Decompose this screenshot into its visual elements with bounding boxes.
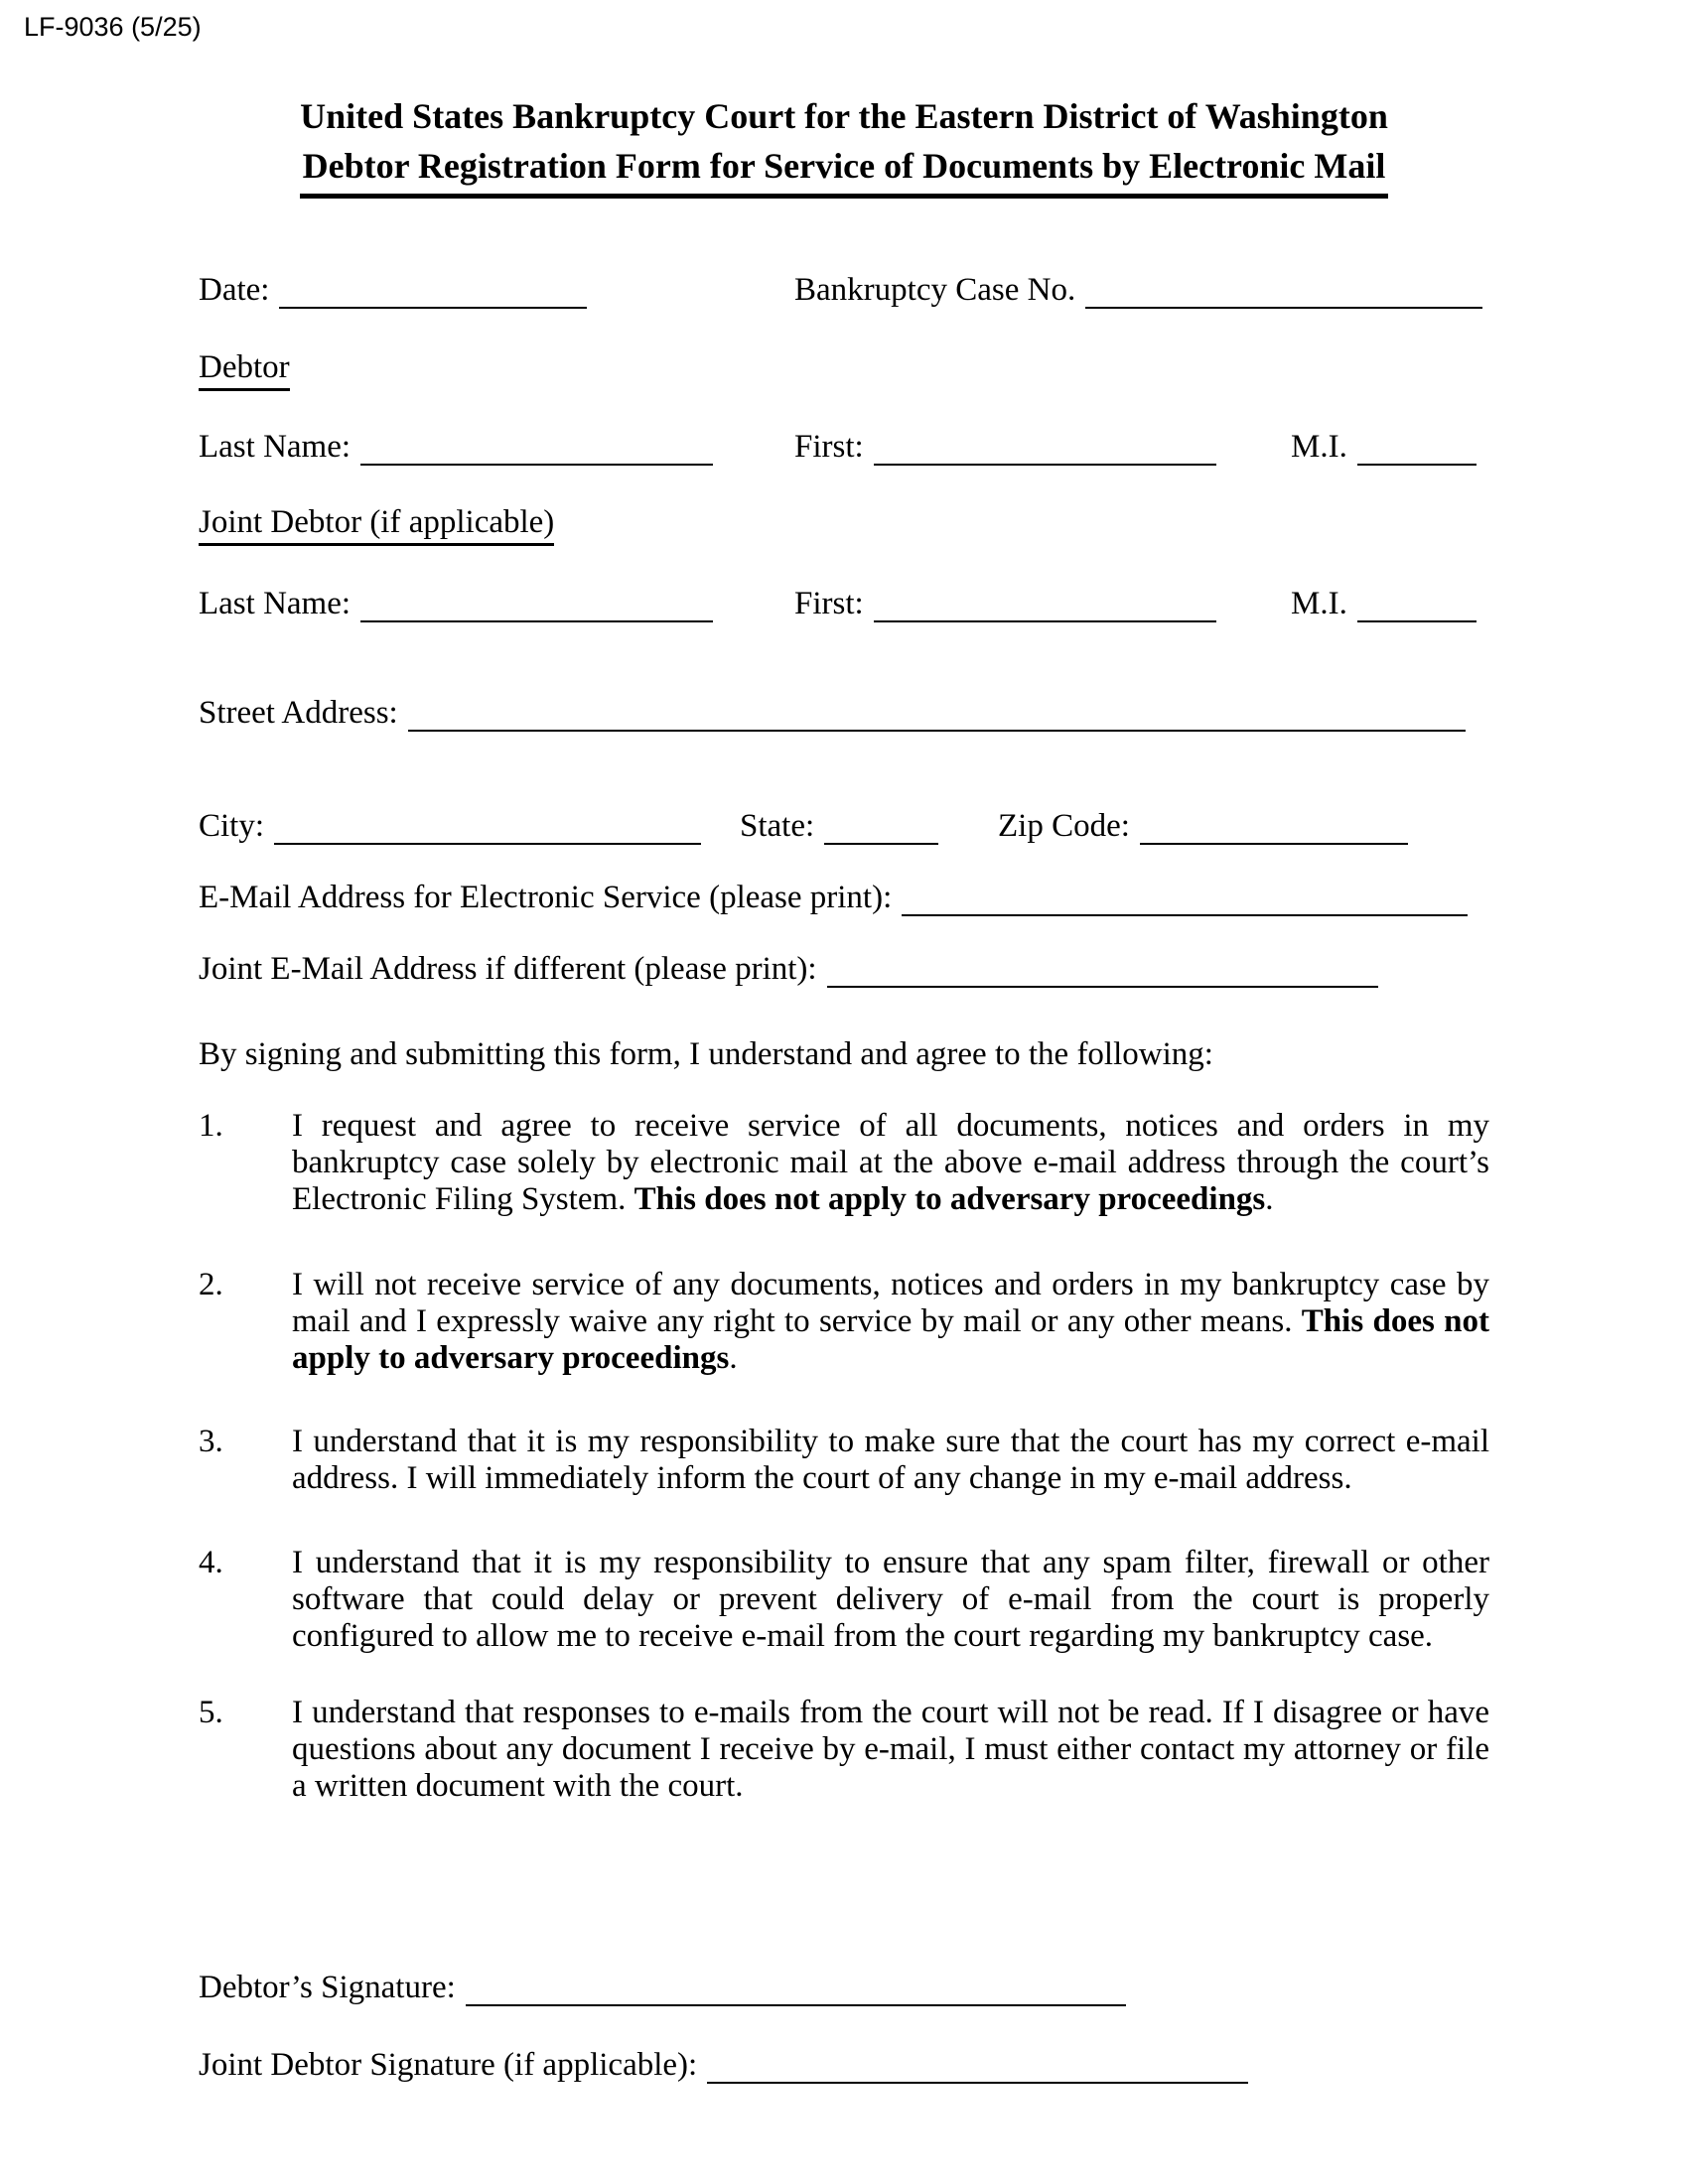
city-label: City:: [199, 808, 265, 844]
last-name-label: Last Name:: [199, 586, 352, 621]
city-input-line[interactable]: [274, 843, 701, 845]
agreement-item-3: [199, 1424, 1489, 1497]
item-text: I request and agree to receive service of all documents, notices and orders in my bankruptcy case solely by electronic mail at the above e-mail address through the court’s Electronic Filing System. This does not apply to adversary proceedings.: [292, 1108, 1489, 1217]
state-field: [740, 806, 938, 846]
date-input-line[interactable]: [279, 307, 587, 309]
item-text: I understand that it is my responsibility to ensure that any spam filter, firewall or other software that could delay or prevent delivery of e-mail from the court is properly configured to allow me to receive e-mail from the court regarding my bankruptcy case.: [292, 1545, 1489, 1654]
last-name-label: Last Name:: [199, 429, 352, 465]
item-number: 3.: [199, 1424, 223, 1459]
joint-email-label: Joint E-Mail Address if different (please print):: [199, 951, 817, 987]
joint-email-field: [199, 949, 1378, 989]
agreement-item-2: [199, 1267, 1489, 1377]
joint-debtor-signature-input-line[interactable]: [707, 2082, 1248, 2084]
email-label: E-Mail Address for Electronic Service (please print):: [199, 880, 893, 915]
street-address-label: Street Address:: [199, 695, 398, 731]
joint-email-input-line[interactable]: [827, 986, 1378, 988]
title-line-1: United States Bankruptcy Court for the Eastern District of Washington: [300, 96, 1388, 136]
joint-mi-field: [1291, 584, 1477, 623]
item-number: 5.: [199, 1695, 223, 1730]
joint-debtor-section-heading: Joint Debtor (if applicable): [199, 504, 554, 546]
joint-debtor-signature-field: [199, 2045, 1248, 2085]
item-number: 1.: [199, 1108, 223, 1144]
title-line-2: Debtor Registration Form for Service of Documents by Electronic Mail: [302, 146, 1386, 186]
zip-field: [998, 806, 1408, 846]
agreement-intro: By signing and submitting this form, I understand and agree to the following:: [199, 1036, 1213, 1072]
email-input-line[interactable]: [902, 914, 1468, 916]
agreement-item-5: [199, 1695, 1489, 1805]
item-text: I will not receive service of any documents, notices and orders in my bankruptcy case by mail and I expressly waive any right to service by mail or any other means. This does not apply to adversary proceedings.: [292, 1267, 1490, 1376]
mi-label: M.I.: [1291, 586, 1347, 621]
item-number: 2.: [199, 1267, 223, 1302]
street-address-field: [199, 693, 1466, 733]
case-number-label: Bankruptcy Case No.: [794, 272, 1076, 308]
case-number-field: [794, 270, 1482, 310]
item-text: I understand that it is my responsibility to make sure that the court has my correct e-mail address. I will immediately inform the court of any change in my e-mail address.: [292, 1424, 1489, 1496]
debtor-mi-field: [1291, 427, 1477, 467]
debtor-signature-label: Debtor’s Signature:: [199, 1970, 456, 2005]
first-name-label: First:: [794, 586, 864, 621]
item-number: 4.: [199, 1545, 223, 1580]
title-block: [300, 91, 1388, 199]
debtor-last-name-field: [199, 427, 713, 467]
city-field: [199, 806, 701, 846]
debtor-signature-field: [199, 1968, 1126, 2007]
street-address-input-line[interactable]: [408, 730, 1466, 732]
joint-last-name-field: [199, 584, 713, 623]
joint-debtor-signature-label: Joint Debtor Signature (if applicable):: [199, 2047, 698, 2083]
state-input-line[interactable]: [824, 843, 938, 845]
debtor-first-name-input-line[interactable]: [874, 464, 1216, 466]
date-field: [199, 270, 587, 310]
case-number-input-line[interactable]: [1085, 307, 1482, 309]
joint-last-name-input-line[interactable]: [360, 620, 713, 622]
debtor-signature-input-line[interactable]: [466, 2004, 1126, 2006]
debtor-mi-input-line[interactable]: [1357, 464, 1477, 466]
debtor-last-name-input-line[interactable]: [360, 464, 713, 466]
joint-first-name-input-line[interactable]: [874, 620, 1216, 622]
first-name-label: First:: [794, 429, 864, 465]
debtor-section-heading: Debtor: [199, 349, 290, 391]
state-label: State:: [740, 808, 815, 844]
form-code-label: LF-9036 (5/25): [24, 12, 202, 42]
item-text: I understand that responses to e-mails from the court will not be read. If I disagree or have questions about any document I receive by e-mail, I must either contact my attorney or file a written document with the court.: [292, 1695, 1489, 1804]
joint-mi-input-line[interactable]: [1357, 620, 1477, 622]
document-title: [0, 91, 1688, 199]
date-label: Date:: [199, 272, 270, 308]
mi-label: M.I.: [1291, 429, 1347, 465]
zip-input-line[interactable]: [1140, 843, 1408, 845]
joint-first-name-field: [794, 584, 1216, 623]
zip-label: Zip Code:: [998, 808, 1130, 844]
agreement-item-4: [199, 1545, 1489, 1655]
debtor-first-name-field: [794, 427, 1216, 467]
email-field: [199, 878, 1468, 917]
agreement-item-1: [199, 1108, 1489, 1218]
